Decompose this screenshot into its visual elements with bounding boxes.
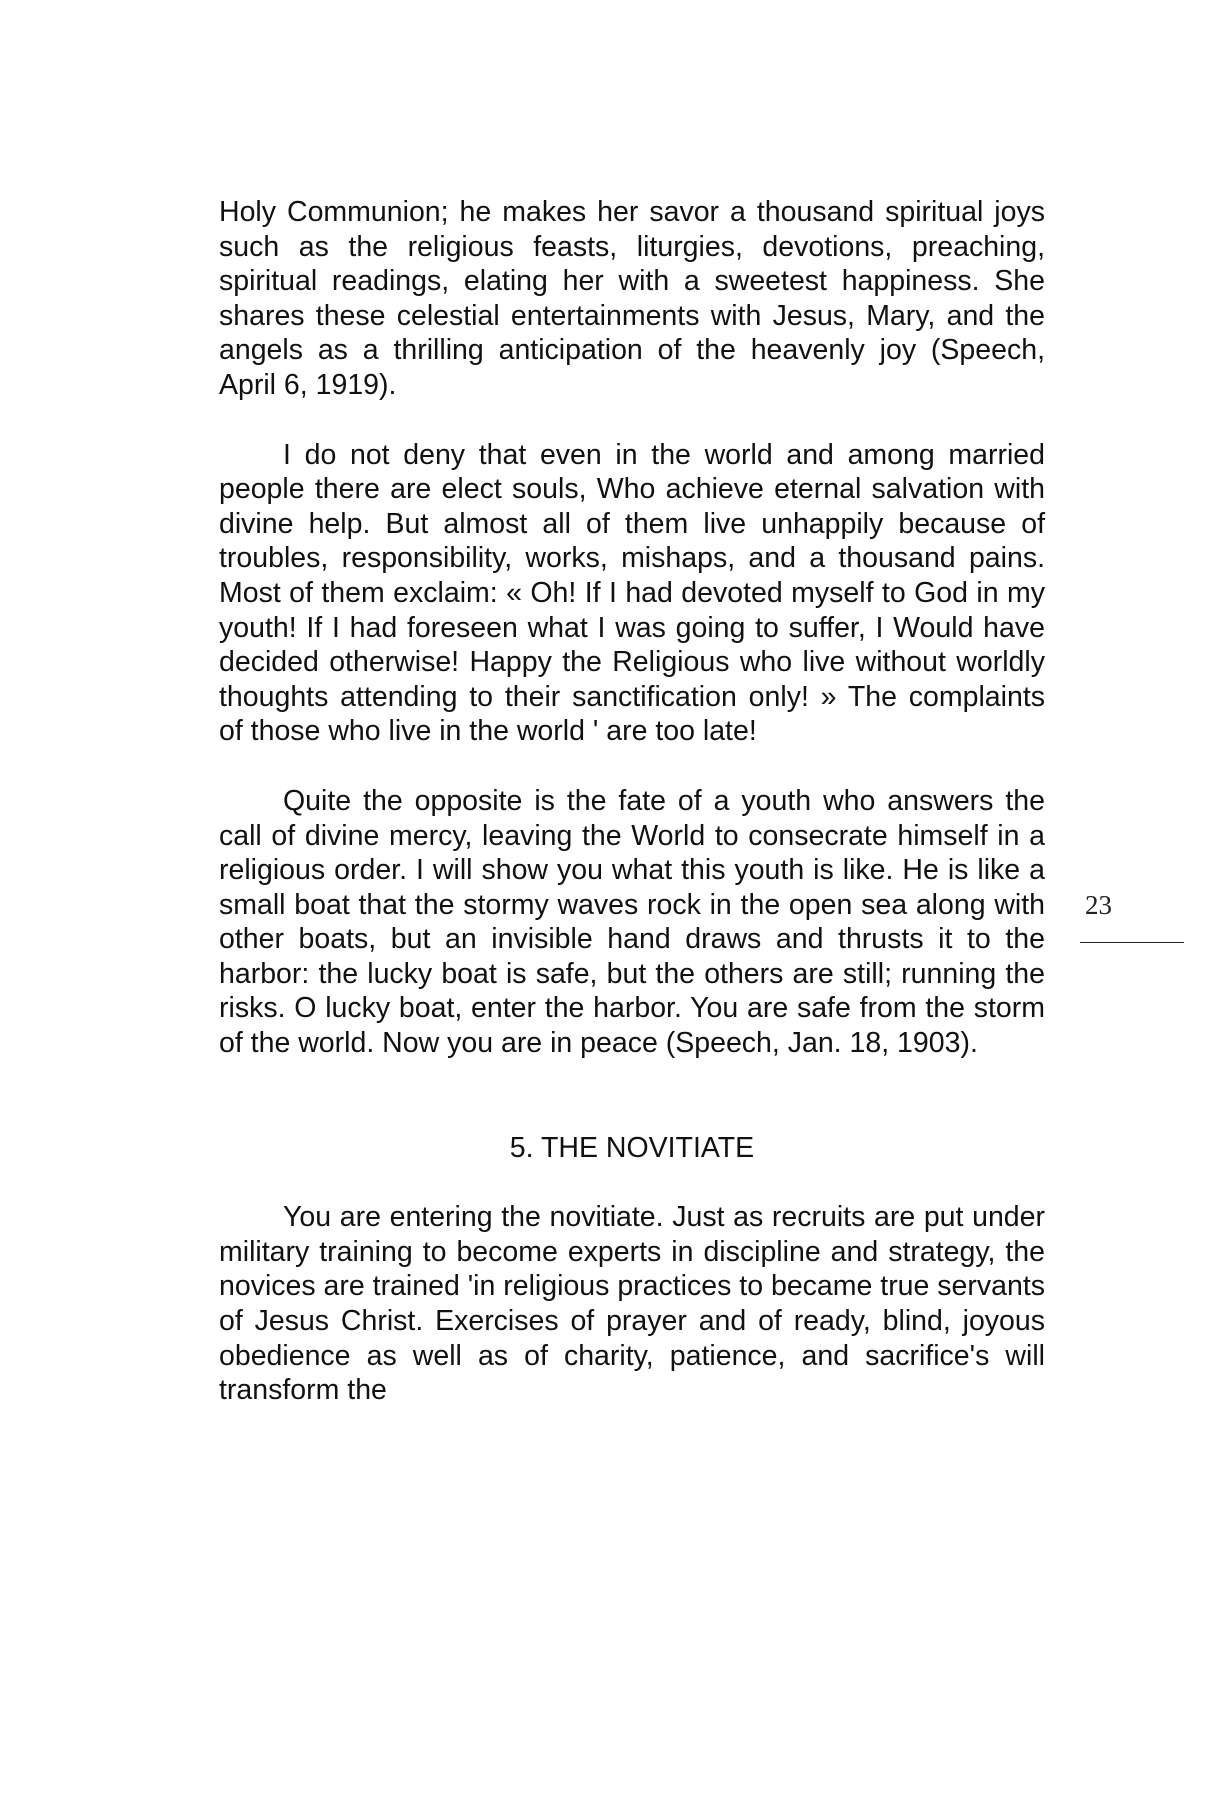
paragraph-married-people: I do not deny that even in the world and among married people there are elect souls, Who achieve eternal salvation with divine help. But almost all of them live unhappily because of troubles, responsibility, works, mishaps, and a thousand pains. Most of them exclaim: « Oh! If I had devoted myself to God in my youth! If I had foreseen what I was going to suffer, I Would have decided otherwise! Happy the Religious who live without worldly thoughts attending to their sanctification only! » The complaints of those who live in the world ' are too late! <box>219 438 1045 748</box>
section-heading-novitiate: 5. THE NOVITIATE <box>509 1131 755 1164</box>
paragraph-novitiate: You are entering the novitiate. Just as recruits are put under military training to become experts in discipline and strategy, the novices are trained 'in religious practices to became true servants of Jesus Christ. Exercises of prayer and of ready, blind, joyous obedience as well as of charity, patience, and sacrifice's will transform the <box>219 1201 1046 1407</box>
paragraph-youth-vocation: Quite the opposite is the fate of a youth who answers the call of divine mercy, leaving the World to consecrate himself in a religious order. I will show you what this youth is like. He is like a small boat that the stormy waves rock in the open sea along with other boats, but an invisible hand draws and thrusts it to the harbor: the lucky boat is safe, but the others are still; running the risks. O lucky boat, enter the harbor. You are safe from the storm of the world. Now you are in peace (Speech, Jan. 18, 1903). <box>219 784 1045 1060</box>
page-body <box>219 195 1045 1408</box>
paragraph-holy-communion: Holy Communion; he makes her savor a thousand spiritual joys such as the religious feasts, liturgies, devotions, preaching, spiritual readings, elating her with a sweetest happiness. She shares these celestial entertainments with Jesus, Mary, and the angels as a thrilling anticipation of the heavenly joy (Speech, April 6, 1919). <box>219 196 1045 401</box>
page-number: 23 <box>1085 890 1112 920</box>
page-number-rule <box>1080 942 1184 943</box>
